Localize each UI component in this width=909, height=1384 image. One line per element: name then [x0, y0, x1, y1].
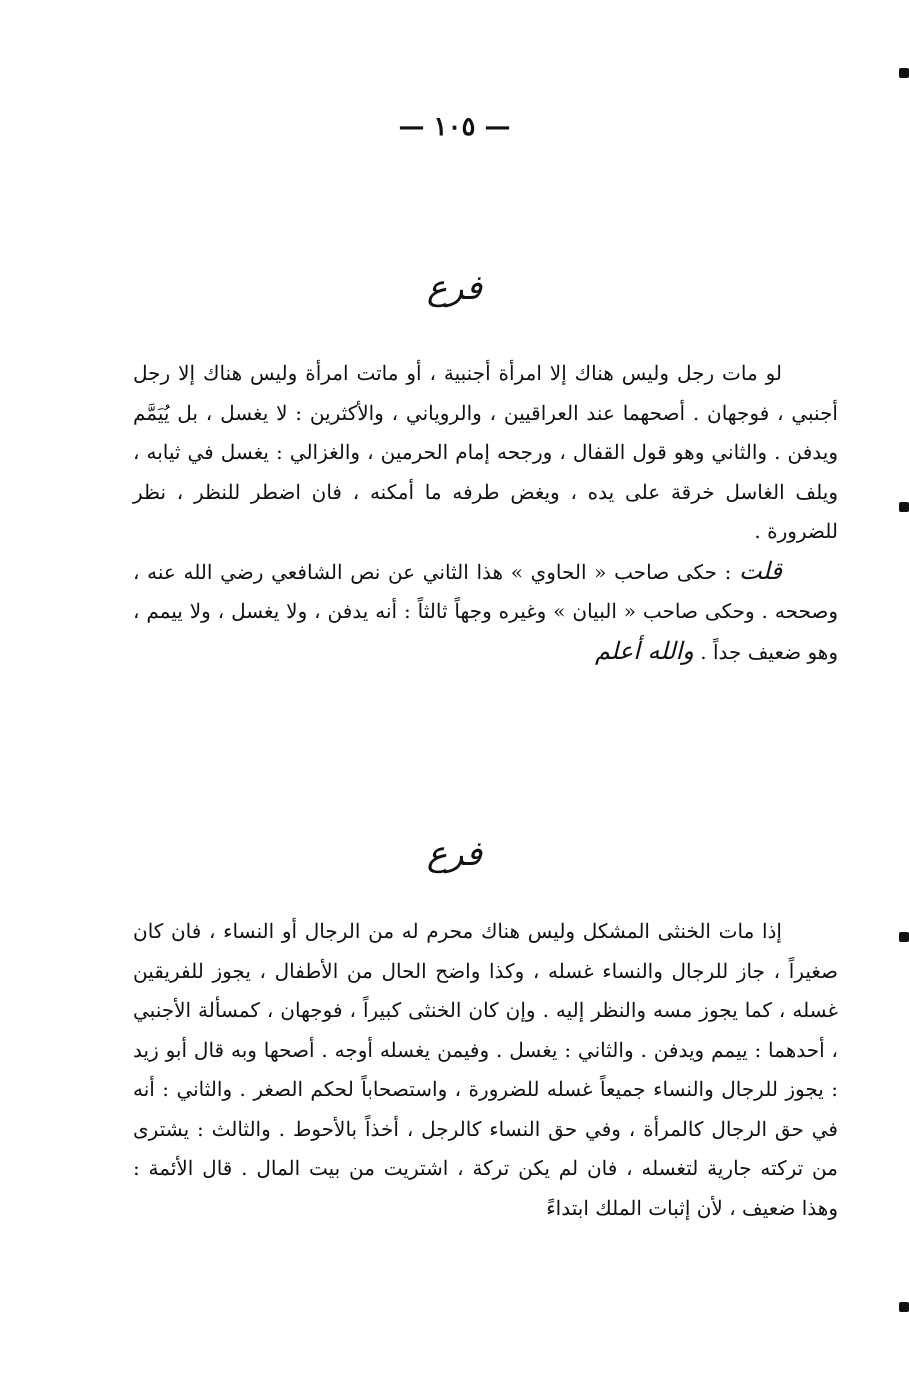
section-2-heading: فرع [426, 834, 483, 874]
section-1-note-text: : حكى صاحب « الحاوي » هذا الثاني عن نص الشافعي رضي الله عنه ، وصححه . وحكى صاحب « البيان » وغيره وجهاً ثالثاً : أنه يدفن ، ولا يغسل ، ولا ييمم ، وهو ضعيف جداً . [133, 559, 838, 664]
page-number: — ١٠٥ — [398, 112, 511, 142]
wallahu-alam: والله أعلم [594, 636, 694, 665]
scan-mark [899, 502, 909, 512]
section-1-note [133, 552, 838, 673]
section-1-heading: فرع [426, 268, 483, 308]
scan-mark [899, 932, 909, 942]
section-2-body [133, 912, 838, 1228]
section-2-paragraph: إذا مات الخنثى المشكل وليس هناك محرم له من الرجال أو النساء ، فان كان صغيراً ، جاز للرجال والنساء غسله ، وكذا واضح الحال من الأطفال ، يجوز للفريقين غسله ، كما يجوز مسه والنظر إليه . وإن كان الخنثى كبيراً ، فوجهان ، كمسألة الأجنبي ، أحدهما : ييمم ويدفن . والثاني : يغسل . وفيمن يغسله أوجه . أصحها وبه قال أبو زيد : يجوز للرجال والنساء جميعاً غسله للضرورة ، واستصحاباً لحكم الصغر . والثاني : أنه في حق الرجال كالمرأة ، وفي حق النساء كالرجل ، أخذاً بالأحوط . والثالث : يشترى من تركته جارية لتغسله ، فان لم يكن تركة ، اشتريت من بيت المال . قال الأئمة : وهذا ضعيف ، لأن إثبات الملك ابتداءً [133, 919, 838, 1220]
section-1-paragraph: لو مات رجل وليس هناك إلا امرأة أجنبية ، أو ماتت امرأة وليس هناك إلا رجل أجنبي ، فوجهان . أصحهما عند العراقيين ، والروياني ، والأكثرين : لا يغسل ، بل يُيَمَّم ويدفن . والثاني وهو قول القفال ، ورجحه إمام الحرمين ، والغزالي : يغسل في ثيابه ، ويلف الغاسل خرقة على يده ، ويغض طرفه ما أمكنه ، فان اضطر للنظر ، نظر للضرورة . [133, 361, 838, 543]
scan-mark [899, 1302, 909, 1312]
scan-mark [899, 68, 909, 78]
qalat-label: قلت [739, 556, 782, 585]
section-1-body [133, 354, 838, 672]
